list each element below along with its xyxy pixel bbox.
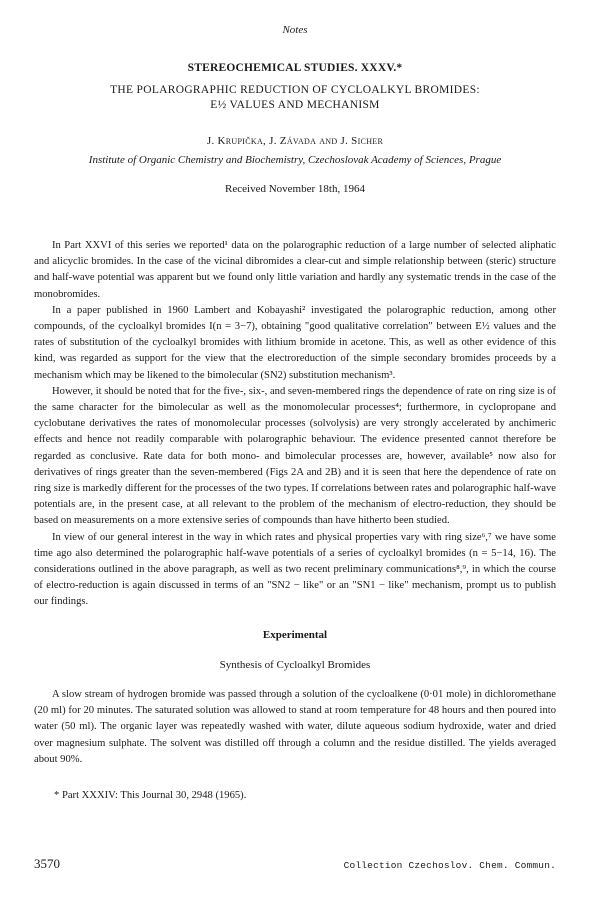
paragraph-however: However, it should be noted that for the five-, six-, and seven-membered rings the dependence of rate on ring size is of the same character for the bimolecular as well as the monomolecular processes⁴; furthermore, in cyclopropane and cyclobutane derivatives the rates of monomolecular processes (solvolysis) are very strongly accelerated by anchimeric effects and hence not readily comparable with polarographic behaviour. The evidence presented cannot therefore be regarded as conclusive. Rate data for both mono- and bimolecular processes are, however, available⁵ now also for derivatives of rings greater than the seven-membered (Figs 2A and 2B) and it is seen that here the dependence of rate on ring size is markedly different for the processes of the two types. If correlations between rates and polarographic half-wave potentials are, in the present case, at all relevant to the problem of the mechanism of electro-reduction, they should be based on measurements on a more extensive series of compounds than have hitherto been studied. (34, 385, 556, 527)
received-date: Received November 18th, 1964 (225, 183, 365, 195)
footnote: * Part XXXIV: This Journal 30, 2948 (1965). (54, 790, 247, 802)
running-head: Notes (282, 24, 308, 36)
paragraph-lambert: In a paper published in 1960 Lambert and Kobayashi² investigated the polarographic reduction, among other compounds, of the cycloalkyl bromides I(n = 3−7), obtaining "good qualitative correlation" between E½ values and the rates of substitution of the cycloalkyl bromides with lithium bromide in acetone. This, as well as other evidence of this kind, was regarded as support for the view that the electroreduction of the simple secondary bromides proceeds by a mechanism which may be likened to the bimolecular (SN2) substitution mechanism³. (34, 304, 556, 381)
article-body (34, 238, 556, 804)
section-heading-experimental: Experimental (262, 628, 328, 641)
page-number: 3570 (34, 856, 60, 871)
series-title: STEREOCHEMICAL STUDIES. XXXV.* (187, 62, 403, 74)
paragraph-intro: In Part XXVI of this series we reported¹ data on the polarographic reduction of a large number of selected aliphatic and alicyclic bromides. In the case of the vicinal dibromides a clear-cut and simple relationship between (steric) structure and half-wave potential was apparent but we found only little variation and hardly any systematic trends in the case of the monobromides. (34, 240, 556, 300)
subsection-heading-synthesis: Synthesis of Cycloalkyl Bromides (219, 658, 371, 671)
affiliation: Institute of Organic Chemistry and Biochemistry, Czechoslovak Academy of Sciences, Prague (88, 154, 502, 166)
paragraph-view: In view of our general interest in the way in which rates and physical properties vary with ring size⁶,⁷ we have some time ago also determined the polarographic half-wave potentials of a series of cycloalkyl bromides (n = 5−14, 16). The considerations outlined in the above paragraph, as well as two recent preliminary communications⁸,⁹, in which the course of electro-reduction is again discussed in terms of an "SN2 − like" or an "SN1 − like" mechanism, prompt us to publish our findings. (34, 531, 556, 608)
paragraph-experimental: A slow stream of hydrogen bromide was passed through a solution of the cycloalkene (0·01 mole) in dichloromethane (20 ml) for 20 minutes. The saturated solution was allowed to stand at room temperature for 48 hours and then poured into water (50 ml). The organic layer was repeatedly washed with water, dilute aqueous sodium hydroxide, water and dried over magnesium sulphate. The solvent was distilled off through a column and the residue distilled. The yields averaged about 90%. (34, 689, 556, 765)
main-title-line2: E½ VALUES AND MECHANISM (210, 99, 380, 111)
main-title-line1: THE POLAROGRAPHIC REDUCTION OF CYCLOALKYL BROMIDES: (110, 84, 480, 96)
page-footer (34, 856, 556, 872)
main-title (34, 83, 556, 113)
authors: J. Krupička, J. Závada and J. Sicher (206, 135, 384, 147)
journal-name: Collection Czechoslov. Chem. Commun. (343, 860, 556, 871)
